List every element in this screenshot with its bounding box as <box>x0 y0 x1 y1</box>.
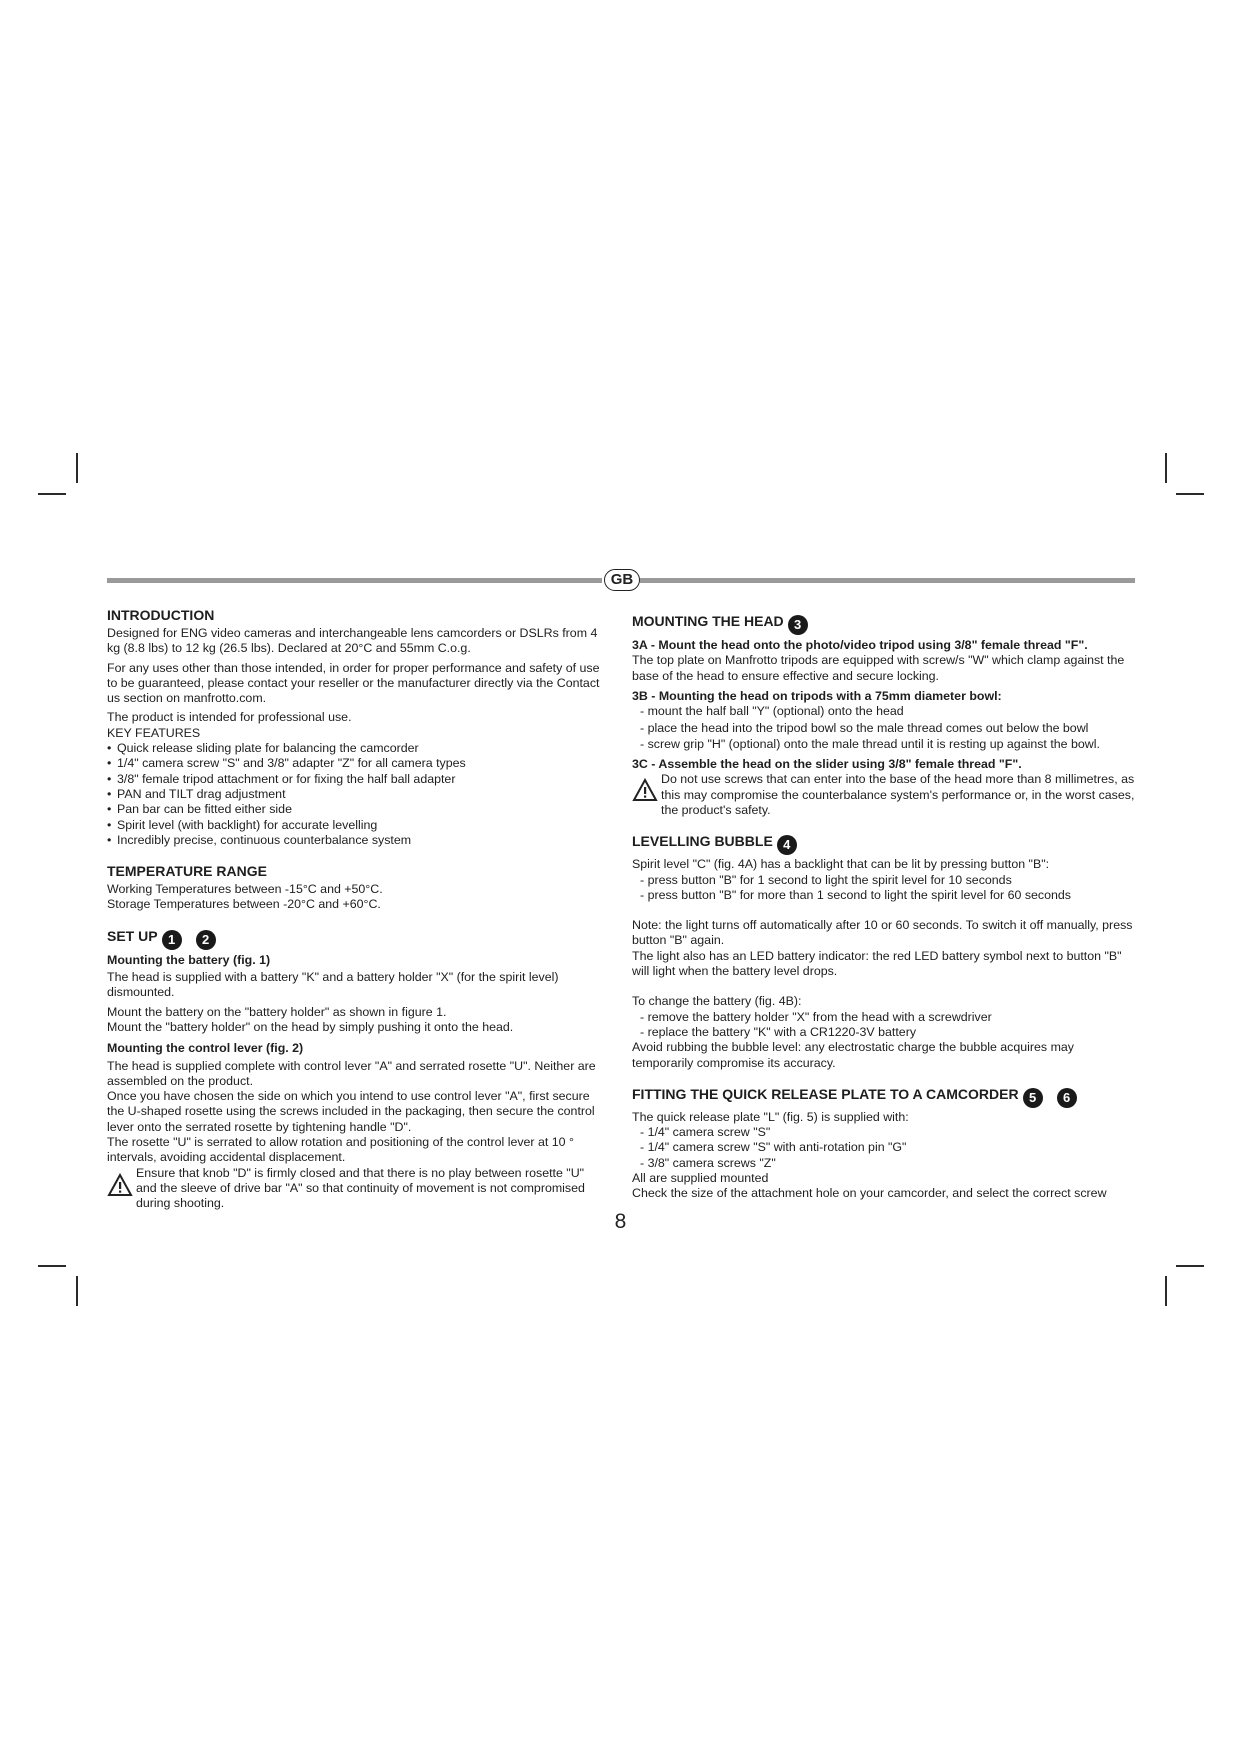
crop-mark <box>38 493 66 495</box>
mounting-3b-title: 3B - Mounting the head on tripods with a 75mm diameter bowl: <box>632 688 1002 703</box>
list-item: • Incredibly precise, continuous counterbalance system <box>107 833 607 848</box>
levelling-title-text: LEVELLING BUBBLE <box>632 833 773 850</box>
warning-text: Do not use screws that can enter into the base of the head more than 8 millimetres, as this may compromise the counterbalance system's performance or, in the worst cases, the product's safety. <box>661 772 1135 817</box>
list-item: • 3/8" female tripod attachment or for fixing the half ball adapter <box>107 772 607 787</box>
mounting-3b-list <box>632 704 1137 752</box>
key-features-title: KEY FEATURES <box>107 725 201 740</box>
figure-number-badge: 2 <box>196 930 216 950</box>
setup-title-text: SET UP <box>107 927 158 944</box>
crop-mark <box>1176 493 1204 495</box>
mounting-3a-text: The top plate on Manfrotto tripods are equipped with screw/s "W" which clamp against the base of the head to ensure effective and secure locking. <box>632 653 1125 683</box>
crop-mark <box>38 1265 66 1267</box>
fitting-paragraph: The quick release plate "L" (fig. 5) is supplied with: <box>632 1109 909 1124</box>
lever-paragraph: The rosette "U" is serrated to allow rotation and positioning of the control lever at 10 ° intervals, avoiding accidental displacement. <box>107 1135 574 1165</box>
list-item: • Pan bar can be fitted either side <box>107 802 607 817</box>
language-header-bar <box>107 571 1135 588</box>
list-item: • 1/4" camera screw "S" and 3/8" adapter "Z" for all camera types <box>107 756 607 771</box>
lever-subtitle: Mounting the control lever (fig. 2) <box>107 1041 304 1056</box>
change-battery-title: To change the battery (fig. 4B): <box>632 994 802 1009</box>
mounting-3c-title: 3C - Assemble the head on the slider using 3/8" female thread "F". <box>632 757 1022 772</box>
crop-mark <box>1176 1265 1204 1267</box>
list-item: - 3/8" camera screws "Z" <box>640 1155 776 1170</box>
right-column <box>632 613 1137 1202</box>
list-item: - 1/4" camera screw "S" <box>640 1125 771 1140</box>
warning-text: Ensure that knob "D" is firmly closed and that there is no play between rosette "U" and the sleeve of drive bar "A" so that continuity of movement is not compromised during shooting. <box>136 1165 585 1211</box>
levelling-note: The light also has an LED battery indicator: the red LED battery symbol next to button "B" will light when the battery level drops. <box>632 948 1122 979</box>
introduction-title: INTRODUCTION <box>107 607 215 623</box>
crop-mark <box>1165 453 1167 483</box>
list-item: • PAN and TILT drag adjustment <box>107 787 607 802</box>
figure-number-badge: 5 <box>1023 1088 1043 1108</box>
figure-number-badge: 4 <box>777 835 797 855</box>
figure-number-badge: 1 <box>162 930 182 950</box>
lever-paragraph: The head is supplied complete with control lever "A" and serrated rosette "U". Neither are assembled on the product. <box>107 1058 596 1088</box>
battery-paragraph: The head is supplied with a battery "K" and a battery holder "X" (for the spirit level) dismounted. <box>107 970 559 1000</box>
levelling-list <box>632 873 1137 904</box>
list-item: - screw grip "H" (optional) onto the male thread until it is resting up against the bowl. <box>640 736 1100 751</box>
language-badge: GB <box>604 569 640 591</box>
list-item: - press button "B" for 1 second to light the spirit level for 10 seconds <box>640 872 1012 887</box>
mounting-title <box>632 613 1137 635</box>
left-column <box>107 607 607 1212</box>
list-item: - replace the battery "K" with a CR1220-3V battery <box>640 1024 917 1039</box>
fitting-title-text: FITTING THE QUICK RELEASE PLATE TO A CAMCORDER <box>632 1085 1019 1102</box>
page-number: 8 <box>614 1210 627 1233</box>
key-features-list <box>107 741 607 848</box>
crop-mark <box>1165 1276 1167 1306</box>
crop-mark <box>76 453 78 483</box>
levelling-paragraph: Spirit level "C" (fig. 4A) has a backlight that can be lit by pressing button "B": <box>632 857 1050 872</box>
warning-block <box>632 772 1137 818</box>
header-rule-right <box>640 578 1135 583</box>
list-item: - mount the half ball "Y" (optional) onto the head <box>640 704 904 719</box>
fitting-paragraph: Check the size of the attachment hole on your camcorder, and select the correct screw <box>632 1186 1107 1201</box>
warning-icon <box>107 1173 133 1197</box>
battery-subtitle: Mounting the battery (fig. 1) <box>107 952 271 967</box>
levelling-title <box>632 833 1137 855</box>
introduction-paragraph: Designed for ENG video cameras and interchangeable lens camcorders or DSLRs from 4 kg (8.8 lbs) to 12 kg (26.5 lbs). Declared at 20°C and 55mm C.o.g. <box>107 626 598 656</box>
list-item: - press button "B" for more than 1 second to light the spirit level for 60 seconds <box>640 887 1071 902</box>
levelling-caution: Avoid rubbing the bubble level: any electrostatic charge the bubble acquires may temporarily compromise its accuracy. <box>632 1040 1074 1070</box>
introduction-paragraph: For any uses other than those intended, in order for proper performance and safety of use to be guaranteed, please contact your reseller or the manufacturer directly via the Contact us section on manfrotto.com. <box>107 660 600 706</box>
header-rule-left <box>107 578 602 583</box>
warning-block <box>107 1166 607 1212</box>
list-item: - 1/4" camera screw "S" with anti-rotation pin "G" <box>640 1140 907 1155</box>
battery-paragraph: Mount the "battery holder" on the head by simply pushing it onto the head. <box>107 1019 514 1034</box>
list-item: - remove the battery holder "X" from the head with a screwdriver <box>640 1009 992 1024</box>
crop-mark <box>76 1276 78 1306</box>
list-item: - place the head into the tripod bowl so the male thread comes out below the bowl <box>640 721 1089 736</box>
fitting-title <box>632 1086 1137 1108</box>
mounting-title-text: MOUNTING THE HEAD <box>632 613 784 629</box>
list-item: • Quick release sliding plate for balancing the camcorder <box>107 741 607 756</box>
change-battery-list <box>632 1010 1137 1041</box>
battery-paragraph: Mount the battery on the "battery holder" as shown in figure 1. <box>107 1004 447 1019</box>
fitting-list <box>632 1125 1137 1171</box>
figure-number-badge: 6 <box>1057 1088 1077 1108</box>
working-temperature: Working Temperatures between -15°C and +50°C. <box>107 882 383 897</box>
fitting-paragraph: All are supplied mounted <box>632 1171 769 1186</box>
mounting-3a-title: 3A - Mount the head onto the photo/video tripod using 3/8" female thread "F". <box>632 638 1088 652</box>
levelling-note: Note: the light turns off automatically after 10 or 60 seconds. To switch it off manually, press button "B" again. <box>632 918 1133 948</box>
list-item: • Spirit level (with backlight) for accurate levelling <box>107 818 607 833</box>
lever-paragraph: Once you have chosen the side on which you intend to use control lever "A", first secure the U-shaped rosette using the screws included in the packaging, then secure the control lever onto the serrated rosette by tightening handle "D". <box>107 1089 595 1134</box>
setup-title <box>107 928 607 950</box>
figure-number-badge: 3 <box>788 615 808 635</box>
storage-temperature: Storage Temperatures between -20°C and +60°C. <box>107 897 381 912</box>
warning-icon <box>632 778 658 802</box>
introduction-paragraph: The product is intended for professional use. <box>107 710 352 725</box>
temperature-title: TEMPERATURE RANGE <box>107 863 267 880</box>
